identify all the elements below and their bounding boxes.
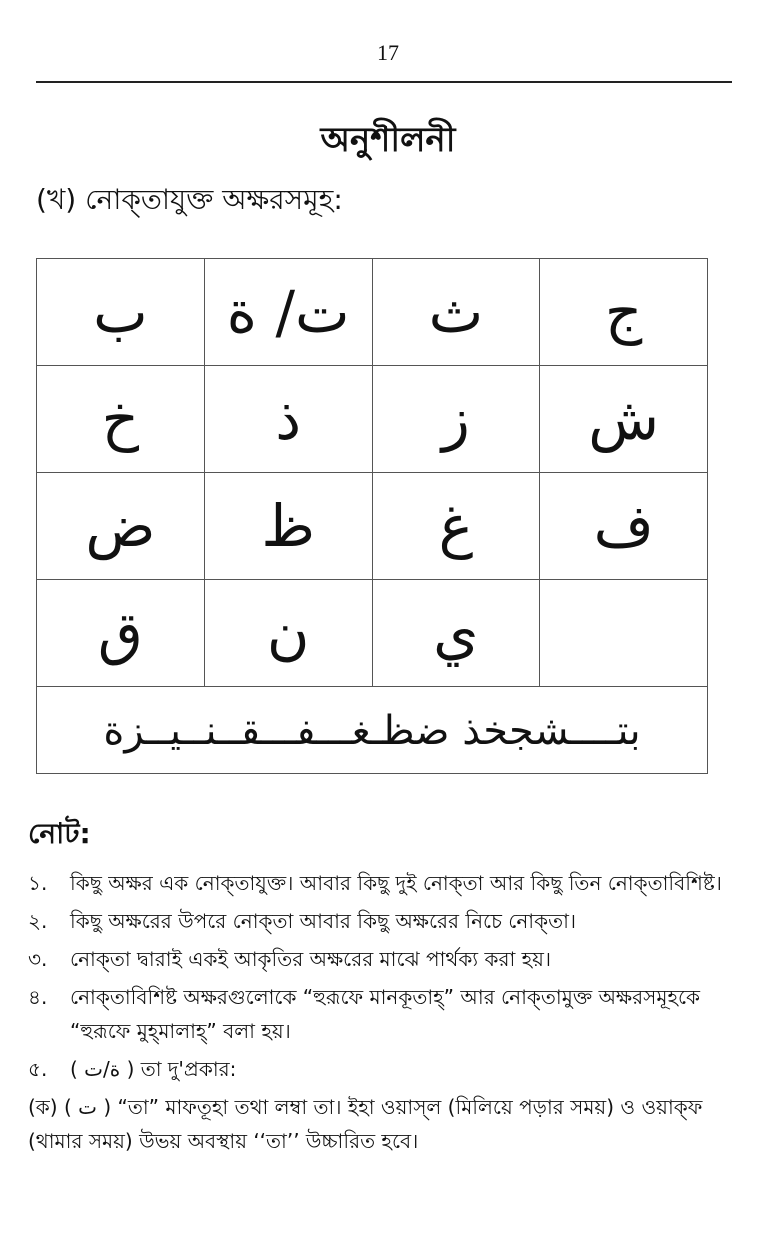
note-number: ৪. bbox=[28, 985, 48, 1009]
note-text bbox=[70, 1052, 746, 1086]
note-item bbox=[28, 866, 746, 900]
grid-row bbox=[37, 259, 707, 366]
grid-row bbox=[37, 366, 707, 473]
grid-cell: ظ bbox=[205, 473, 373, 579]
section-subtitle: (খ) নোক্‌তাযুক্ত অক্ষরসমূহ: bbox=[36, 183, 343, 216]
grid-cell: ف bbox=[593, 492, 654, 560]
grid-cell: ز bbox=[373, 366, 541, 472]
note-item bbox=[28, 942, 746, 976]
page-title: অনুশীলনী bbox=[320, 120, 456, 160]
note-text: কিছু অক্ষর এক নোক্‌তাযুক্ত। আবার কিছু দুই নোক্‌তা আর কিছু তিন নোক্‌তাবিশিষ্ট। bbox=[70, 871, 722, 895]
grid-row bbox=[37, 580, 707, 687]
note-number: ৩. bbox=[28, 947, 48, 971]
grid-cell: ن bbox=[205, 580, 373, 686]
paren-close: ) bbox=[103, 1095, 112, 1119]
note-text: কিছু অক্ষরের উপরে নোক্‌তা আবার কিছু অক্ষরের নিচে নোক্‌তা। bbox=[70, 909, 577, 933]
page-number: 17 bbox=[377, 40, 399, 65]
sub-note-body: “তা” মাফতূহা তথা লম্বা তা। ইহা ওয়াস্‌ল (মিলিয়ে পড়ার সময়) ও ওয়াক্‌ফ (থামার সময়) উভয় অবস্থায় ‘‘তা’’ উচ্চারিত হবে। bbox=[28, 1095, 703, 1153]
grid-cell: ت/ ة bbox=[205, 259, 373, 365]
note-number: ১. bbox=[28, 871, 48, 895]
note-number: ২. bbox=[28, 909, 48, 933]
header-divider bbox=[36, 81, 732, 83]
grid-cell: ذ bbox=[205, 366, 373, 472]
arabic-letter: ت bbox=[78, 1095, 97, 1119]
notes-list bbox=[28, 866, 746, 1162]
letter-sequence: بتــــشجخذ ضظـغـــفـــقــنــيــزة bbox=[103, 708, 641, 754]
grid-cell: ث bbox=[373, 259, 541, 365]
paren-open: ( bbox=[70, 1057, 78, 1081]
sub-note-label: (ক) ( bbox=[28, 1095, 72, 1119]
grid-cell: ي bbox=[373, 580, 541, 686]
sub-note bbox=[28, 1090, 746, 1158]
grid-row bbox=[37, 473, 707, 580]
letter-grid bbox=[36, 258, 708, 774]
grid-cell: ض bbox=[37, 473, 205, 579]
arabic-letters: ة/ت bbox=[84, 1057, 121, 1081]
note-text: নোক্‌তাবিশিষ্ট অক্ষরগুলোকে “হুরূফে মানকূতাহ্‌” আর নোক্‌তামুক্ত অক্ষরসমূহকে “হুরূফে মুহ্‌মালাহ্‌” বলা হয়। bbox=[70, 985, 700, 1043]
grid-cell: ب bbox=[37, 259, 205, 365]
note-item bbox=[28, 1052, 746, 1086]
grid-cell-empty bbox=[540, 580, 707, 686]
grid-cell: خ bbox=[37, 366, 205, 472]
grid-cell: ق bbox=[37, 580, 205, 686]
note-item bbox=[28, 904, 746, 938]
grid-cell: ش bbox=[588, 385, 660, 453]
grid-cell: غ bbox=[373, 473, 541, 579]
paren-close: ) bbox=[126, 1057, 135, 1081]
note-heading: নোট: bbox=[28, 817, 91, 850]
sub-note-text bbox=[28, 1090, 746, 1158]
note-item bbox=[28, 980, 746, 1048]
note-text-body: তা দু'প্রকার: bbox=[140, 1057, 237, 1081]
note-number: ৫. bbox=[28, 1057, 48, 1081]
note-text: নোক্‌তা দ্বারাই একই আকৃতির অক্ষরের মাঝে পার্থক্য করা হয়। bbox=[70, 947, 552, 971]
grid-cell: ج bbox=[604, 278, 643, 346]
